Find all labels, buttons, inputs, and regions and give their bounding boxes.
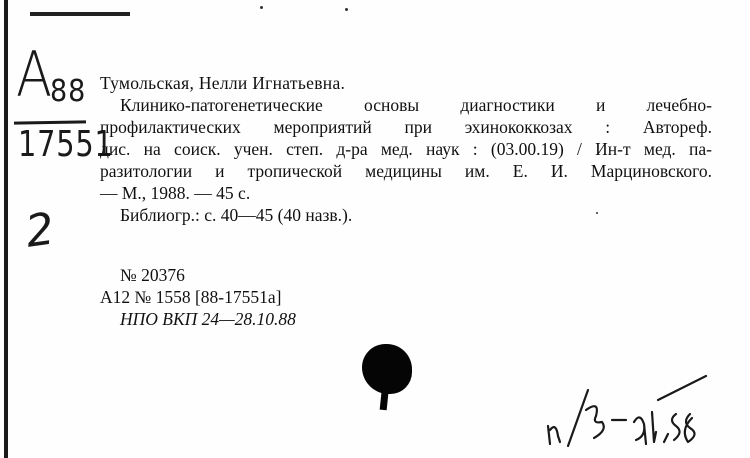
entry-bibliography: Библиогр.: с. 40—45 (40 назв.).	[120, 205, 353, 225]
handwritten-mark: 2	[22, 203, 59, 258]
card-left-edge	[4, 0, 8, 458]
entry-imprint: — М., 1988. — 45 с.	[100, 183, 251, 203]
entry-title-line: разитологии и тропической медицины им. Е. И. Марциновского.	[100, 161, 712, 181]
handwritten-signature	[540, 370, 710, 450]
ink-speck	[260, 6, 263, 9]
entry-author: Тумольская, Нелли Игнатьевна.	[100, 73, 346, 93]
shelfmark-code: 17551	[18, 124, 114, 165]
printer-line: НПО ВКП 24—28.10.88	[120, 309, 296, 329]
ink-speck	[345, 8, 348, 11]
shelfmark-number: 88	[50, 74, 87, 109]
entry-title-line: дис. на соиск. учен. степ. д-ра мед. наук : (03.00.19) / Ин-т мед. па-	[100, 139, 712, 159]
entry-title-line: Клинико-патогенетические основы диагностики и лечебно-	[120, 95, 712, 115]
ink-blot-drip	[380, 384, 390, 411]
entry-title-line: профилактических мероприятий при эхинококкозах : Автореф.	[100, 117, 712, 137]
inventory-number: № 20376	[120, 265, 185, 285]
inventory-record: А12 № 1558 [88-17551а]	[100, 287, 282, 307]
card-top-edge	[30, 12, 130, 16]
shelfmark-letter: А	[16, 38, 53, 111]
inventory-block	[100, 264, 296, 330]
bibliographic-entry	[100, 72, 712, 226]
